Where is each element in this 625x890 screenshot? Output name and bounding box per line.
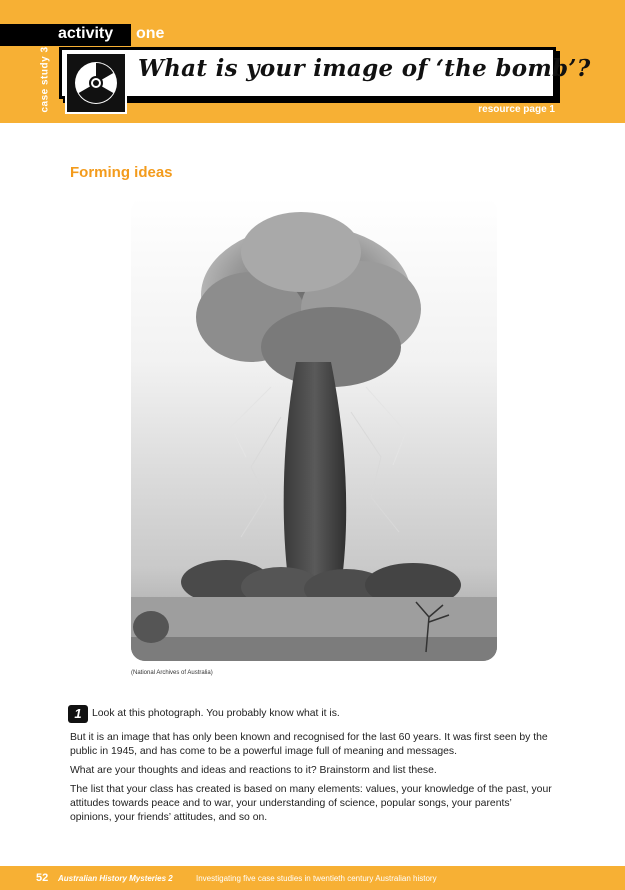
question-text: Look at this photograph. You probably know what it is. [92, 708, 340, 719]
bomb-photograph [131, 197, 497, 661]
case-study-label [32, 44, 58, 114]
section-heading: Forming ideas [70, 164, 173, 181]
page-title: What is your image of ‘the bomb’? [138, 55, 591, 82]
body-paragraph-1: But it is an image that has only been known and recognised for the last 60 years. It was first seen by the public in 1945, and has come to be a powerful image full of meaning and messages. [70, 732, 548, 757]
question-number-badge: 1 [68, 705, 88, 723]
body-paragraph-3: The list that your class has created is based on many elements: values, your knowledge of the past, your attitudes towards peace and to war, your understanding of science, popular songs, your parents’ opinions, your friends’ attitudes, and so on. [70, 784, 552, 823]
body-paragraph-2: What are your thoughts and ideas and reactions to it? Brainstorm and list these. [70, 765, 437, 776]
series-title: Australian History Mysteries 2 [58, 874, 173, 883]
page-number: 52 [36, 872, 49, 884]
resource-page-label: resource page 1 [478, 104, 555, 115]
radiation-hazard-icon [65, 52, 127, 114]
activity-number: one [136, 25, 165, 42]
case-study-text: case study 3 [39, 45, 51, 113]
series-subtitle: Investigating five case studies in twentieth century Australian history [196, 874, 437, 883]
activity-label: activity [58, 25, 114, 42]
photo-caption: (National Archives of Australia) [131, 670, 213, 676]
